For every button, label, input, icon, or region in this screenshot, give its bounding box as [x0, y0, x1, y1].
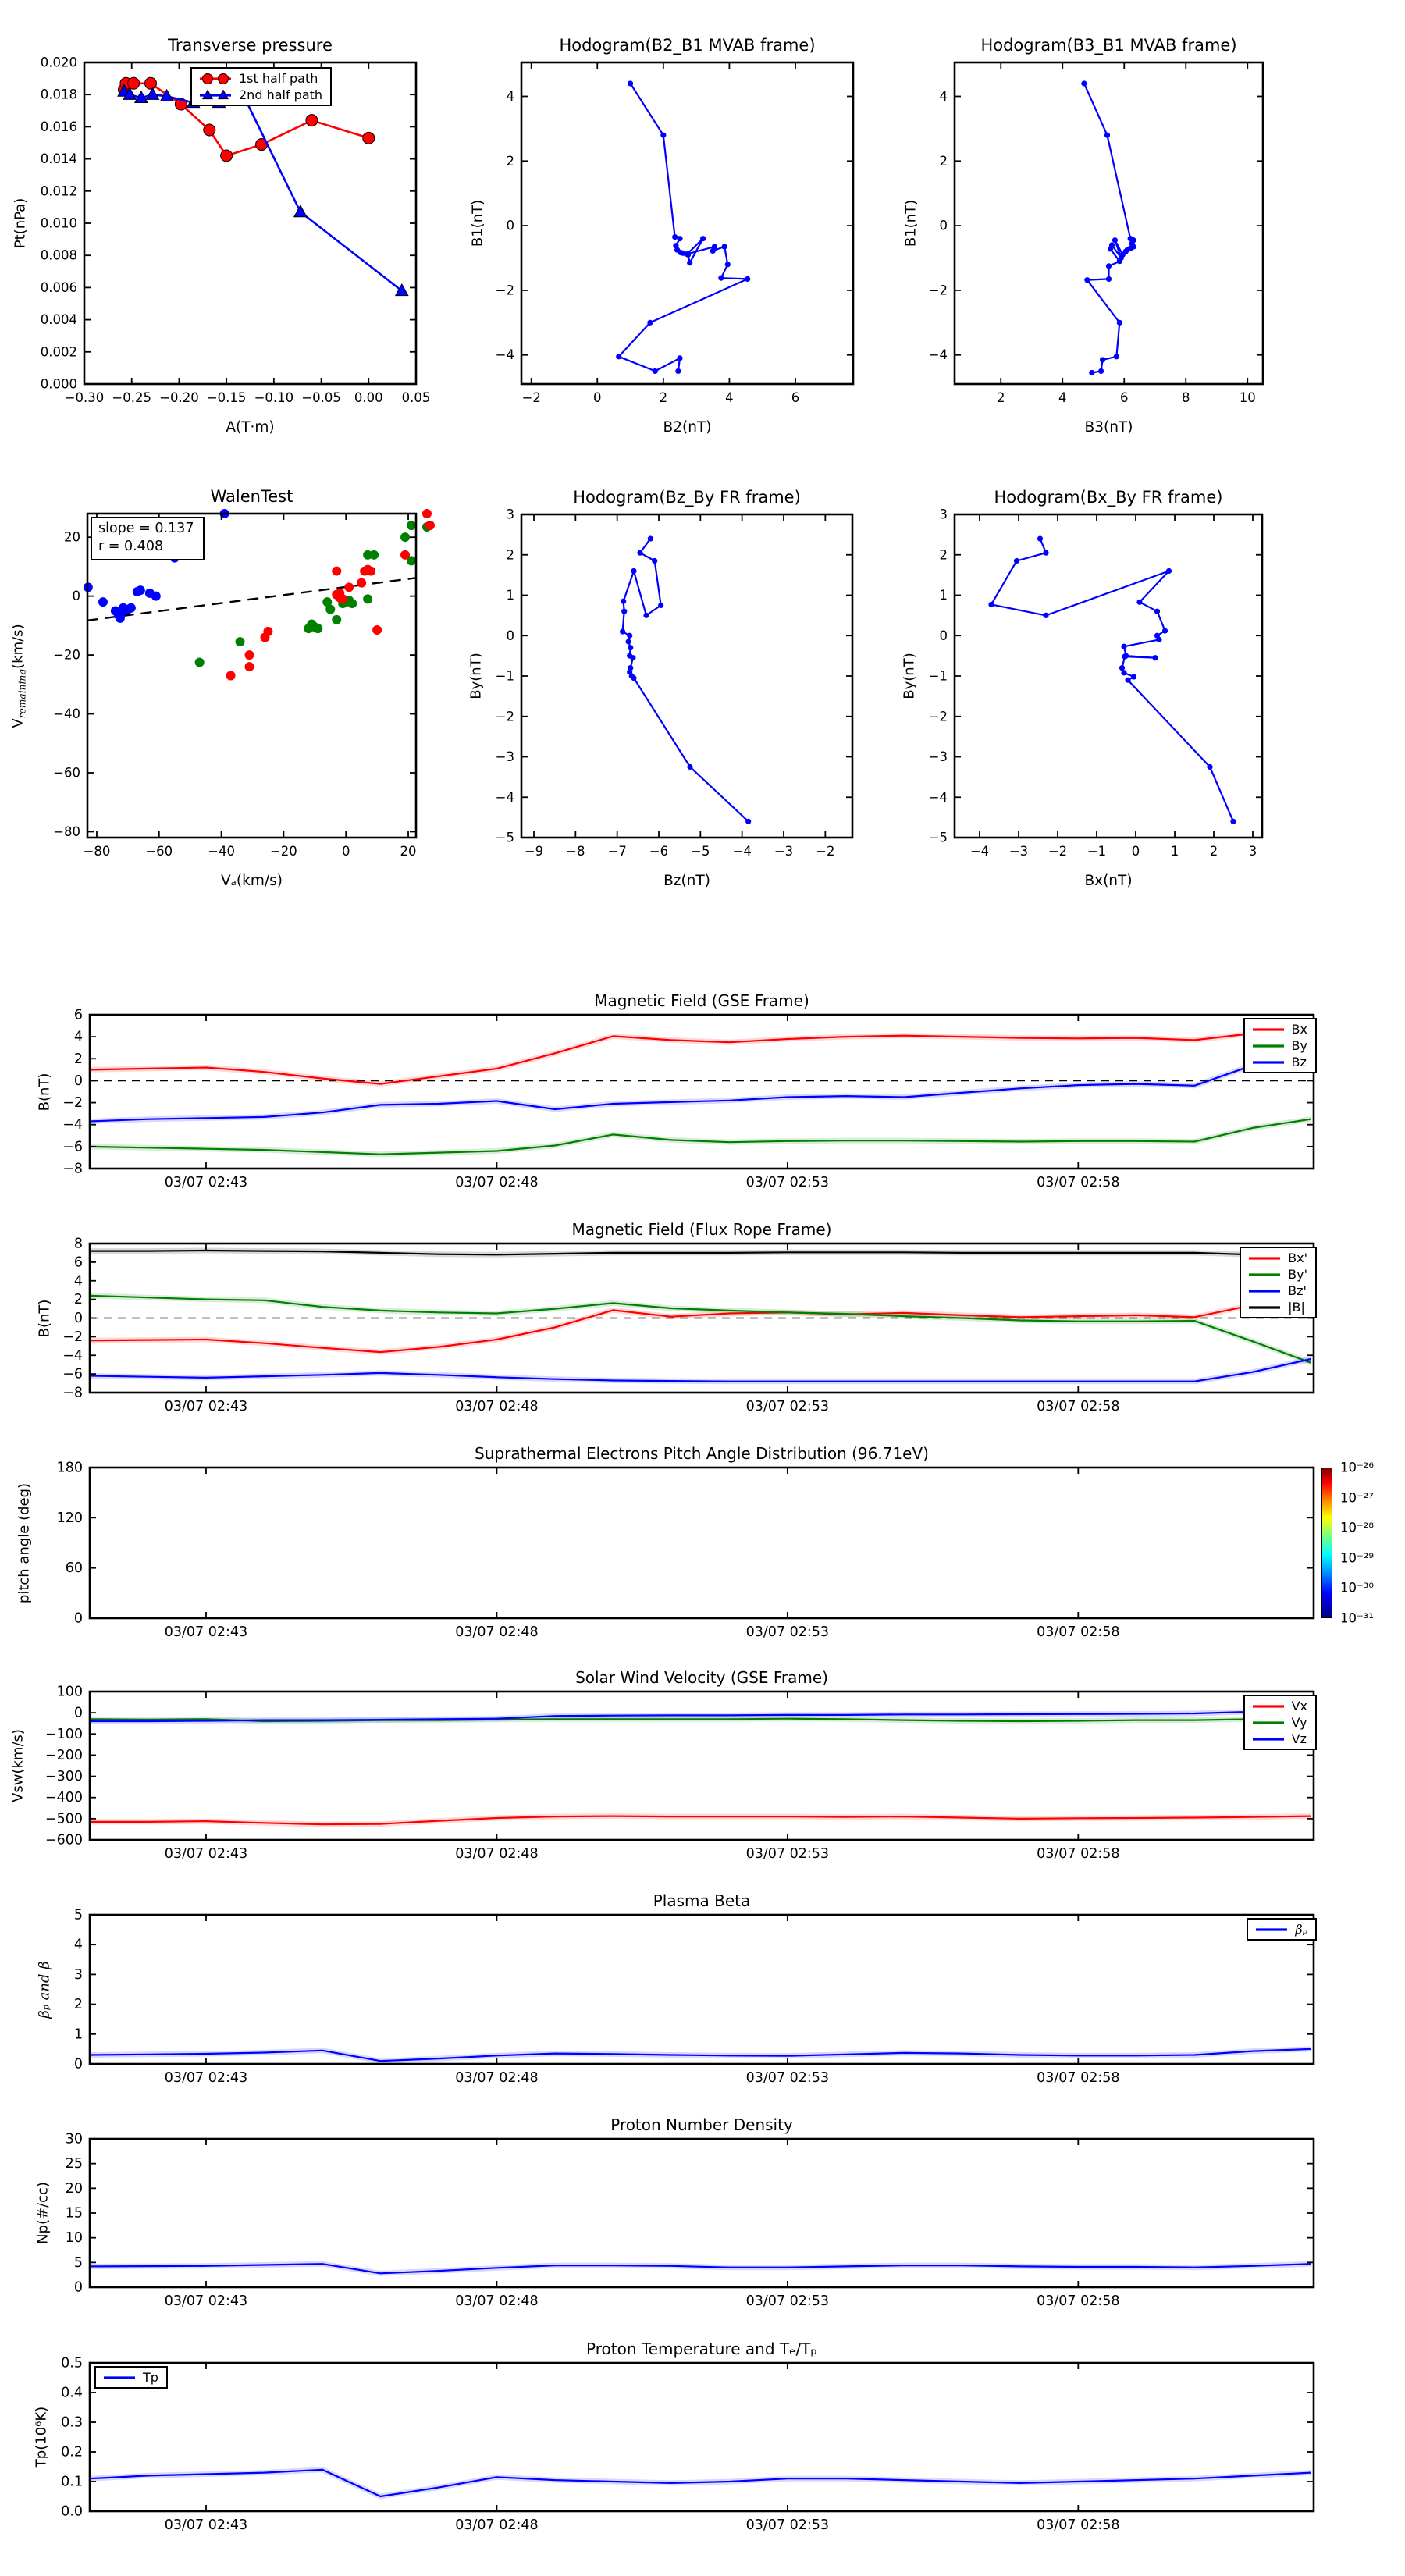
svg-text:4: 4: [939, 88, 948, 104]
svg-text:03/07 02:43: 03/07 02:43: [164, 2517, 248, 2533]
hodogram-bxby-panel: [901, 488, 1262, 889]
svg-text:−2: −2: [62, 1095, 83, 1112]
legend-entry: [198, 87, 322, 102]
svg-text:0: 0: [341, 844, 350, 859]
y-axis-label: B(nT): [36, 1299, 53, 1337]
svg-text:03/07 02:53: 03/07 02:53: [745, 1846, 830, 1862]
svg-text:0.014: 0.014: [40, 151, 77, 167]
y-axis-label: B(nT): [36, 1073, 53, 1111]
svg-text:0.1: 0.1: [61, 2474, 83, 2490]
svg-text:−20: −20: [269, 844, 297, 859]
svg-text:0.5: 0.5: [61, 2355, 83, 2371]
svg-text:−2: −2: [928, 709, 948, 724]
svg-text:−40: −40: [208, 844, 236, 859]
svg-text:4: 4: [73, 1937, 83, 1953]
x-axis-label: Bx(nT): [1084, 873, 1133, 889]
x-axis-label: Bz(nT): [663, 873, 710, 889]
plasma-beta-panel: [36, 1891, 1314, 2086]
svg-text:1: 1: [939, 588, 948, 603]
svg-text:2: 2: [1209, 844, 1218, 859]
pitch-angle-distribution-panel: [16, 1444, 1374, 1640]
annotation-line: slope = 0.137: [98, 521, 194, 536]
legend-entry: [1251, 1022, 1307, 1037]
legend-label: Bz': [1288, 1283, 1307, 1298]
panel-title: Magnetic Field (GSE Frame): [594, 991, 809, 1010]
svg-text:03/07 02:48: 03/07 02:48: [455, 1624, 539, 1640]
hodogram-b3b1-panel: [902, 36, 1263, 436]
y-axis-label: βₚ and β: [36, 1960, 53, 2019]
svg-text:0.05: 0.05: [401, 390, 431, 405]
svg-text:0: 0: [73, 2279, 83, 2296]
svg-text:−2: −2: [521, 390, 541, 405]
svg-text:−5: −5: [495, 830, 514, 845]
panel-title: Plasma Beta: [653, 1891, 751, 1910]
solar-wind-velocity-panel: [9, 1668, 1314, 1862]
svg-text:0.00: 0.00: [354, 390, 383, 405]
svg-text:03/07 02:43: 03/07 02:43: [164, 1399, 248, 1414]
legend-label: Vy: [1291, 1715, 1307, 1730]
panel-title: Transverse pressure: [168, 36, 333, 55]
svg-text:0: 0: [506, 218, 514, 233]
legend-label: By': [1288, 1267, 1307, 1282]
svg-text:03/07 02:48: 03/07 02:48: [455, 1175, 539, 1190]
svg-text:−6: −6: [62, 1366, 83, 1382]
svg-text:−60: −60: [53, 765, 80, 781]
panel-title: Proton Temperature and Tₑ/Tₚ: [586, 2339, 817, 2358]
plot-area: [40, 55, 431, 405]
legend-label: By: [1291, 1038, 1307, 1053]
svg-text:−6: −6: [62, 1139, 83, 1155]
svg-text:0.010: 0.010: [40, 215, 77, 231]
y-axis-label: B1(nT): [469, 199, 486, 247]
legend-entry: [1247, 1251, 1307, 1265]
legend-label: |B|: [1288, 1300, 1305, 1315]
magnetic-field-flux-rope-panel: [36, 1220, 1314, 1414]
svg-text:−8: −8: [566, 844, 585, 859]
svg-text:4: 4: [725, 390, 734, 405]
legend-label: Bx': [1288, 1251, 1307, 1265]
svg-text:−2: −2: [62, 1329, 83, 1345]
svg-text:−0.05: −0.05: [301, 390, 341, 405]
y-axis-label: Tp(10⁶K): [33, 2406, 50, 2468]
colorbar-label: 10⁻³¹: [1340, 1610, 1374, 1626]
legend: [1243, 1018, 1317, 1073]
svg-text:−0.10: −0.10: [254, 390, 294, 405]
plot-area: [44, 1684, 1314, 1862]
svg-text:−3: −3: [928, 749, 948, 764]
legend: [1243, 1695, 1317, 1750]
svg-text:0: 0: [73, 1073, 83, 1089]
svg-text:03/07 02:53: 03/07 02:53: [745, 1624, 830, 1640]
hodogram-b2b1-panel: [469, 36, 853, 436]
x-axis-label: Vₐ(km/s): [221, 873, 283, 889]
panel-title: Hodogram(Bx_By FR frame): [994, 488, 1223, 507]
legend-entry: [1251, 1731, 1307, 1746]
svg-text:−0.30: −0.30: [64, 390, 105, 405]
plot-area: [62, 1236, 1314, 1414]
svg-text:0.004: 0.004: [40, 312, 77, 328]
legend-entry: [1247, 1283, 1307, 1298]
y-axis-label: By(nT): [468, 653, 485, 699]
svg-text:25: 25: [65, 2156, 83, 2172]
svg-text:0: 0: [939, 218, 948, 233]
svg-text:8: 8: [73, 1236, 83, 1252]
legend-label: 2nd half path: [239, 87, 323, 102]
svg-text:100: 100: [56, 1684, 83, 1700]
plot-area: [495, 62, 853, 405]
svg-text:2: 2: [506, 547, 514, 563]
legend-entry: [1254, 1922, 1307, 1937]
svg-text:0.008: 0.008: [40, 247, 77, 263]
svg-text:−2: −2: [495, 709, 514, 724]
legend-entry: [1251, 1055, 1307, 1069]
svg-text:120: 120: [56, 1510, 83, 1526]
plot-area: [73, 1907, 1314, 2086]
svg-text:−200: −200: [44, 1747, 83, 1763]
plot-area: [495, 507, 852, 859]
colorbar: [1321, 1468, 1332, 1618]
svg-text:−4: −4: [928, 347, 948, 363]
svg-text:0.020: 0.020: [40, 55, 77, 70]
svg-text:−300: −300: [44, 1769, 83, 1785]
svg-text:03/07 02:58: 03/07 02:58: [1037, 1624, 1120, 1640]
y-axis-label: Pt(nPa): [12, 197, 29, 249]
svg-text:−400: −400: [44, 1790, 83, 1806]
svg-text:0: 0: [506, 628, 514, 643]
svg-text:0: 0: [593, 390, 602, 405]
svg-text:03/07 02:43: 03/07 02:43: [164, 1624, 248, 1640]
svg-text:4: 4: [73, 1029, 83, 1045]
svg-text:−2: −2: [816, 844, 835, 859]
svg-text:5: 5: [73, 1907, 83, 1923]
svg-text:0.000: 0.000: [40, 376, 77, 392]
plot-area: [928, 507, 1262, 859]
y-axis-label: pitch angle (deg): [16, 1482, 33, 1603]
legend-entry: [1247, 1267, 1307, 1282]
colorbar-label: 10⁻²⁶: [1340, 1460, 1374, 1475]
y-axis-label: Np(#/cc): [34, 2182, 52, 2244]
legend-label: Tp: [143, 2370, 158, 2385]
svg-text:−0.25: −0.25: [112, 390, 152, 405]
legend-label: Vz: [1291, 1731, 1307, 1746]
x-axis-label: A(T·m): [226, 419, 275, 436]
svg-text:03/07 02:53: 03/07 02:53: [745, 1399, 830, 1414]
legend-entry: [102, 2370, 158, 2385]
svg-text:20: 20: [65, 2180, 83, 2197]
svg-text:03/07 02:58: 03/07 02:58: [1037, 2070, 1120, 2086]
legend: [94, 2366, 168, 2389]
legend-entry: [1251, 1715, 1307, 1730]
legend-label: Bz: [1291, 1055, 1307, 1069]
plot-area: [65, 2131, 1314, 2309]
walen-test-panel: [9, 487, 417, 889]
svg-text:0: 0: [73, 2056, 83, 2073]
legend: [1240, 1247, 1317, 1318]
svg-text:03/07 02:43: 03/07 02:43: [164, 1846, 248, 1862]
svg-text:0: 0: [939, 628, 948, 643]
colorbar-label: 10⁻²⁷: [1340, 1490, 1374, 1506]
svg-text:−0.20: −0.20: [159, 390, 199, 405]
svg-text:−8: −8: [62, 1385, 83, 1401]
panel-title: Suprathermal Electrons Pitch Angle Distribution (96.71eV): [475, 1444, 929, 1463]
magnetic-field-gse-panel: [36, 991, 1314, 1190]
svg-text:0.018: 0.018: [40, 87, 77, 102]
svg-text:−80: −80: [83, 844, 111, 859]
svg-text:0: 0: [73, 1311, 83, 1326]
annotation-box: [91, 517, 205, 560]
legend-entry: [1251, 1038, 1307, 1053]
svg-text:−5: −5: [928, 830, 948, 845]
svg-text:03/07 02:53: 03/07 02:53: [745, 2070, 830, 2086]
panel-title: Magnetic Field (Flux Rope Frame): [571, 1220, 832, 1239]
legend-entry: [1251, 1699, 1307, 1713]
svg-text:2: 2: [659, 390, 668, 405]
legend-label: 1st half path: [239, 71, 318, 86]
svg-text:03/07 02:58: 03/07 02:58: [1037, 2293, 1120, 2309]
svg-text:0.016: 0.016: [40, 119, 77, 134]
colorbar-label: 10⁻²⁸: [1340, 1520, 1374, 1535]
svg-text:0.006: 0.006: [40, 279, 77, 295]
svg-text:2: 2: [939, 547, 948, 563]
colorbar-label: 10⁻²⁹: [1340, 1550, 1374, 1566]
svg-text:−4: −4: [732, 844, 752, 859]
svg-text:−0.15: −0.15: [206, 390, 247, 405]
svg-text:−1: −1: [495, 668, 514, 684]
x-axis-label: B2(nT): [663, 419, 712, 436]
plot-area: [62, 1007, 1314, 1190]
svg-text:−80: −80: [53, 824, 80, 839]
svg-text:−60: −60: [145, 844, 173, 859]
svg-text:−600: −600: [44, 1832, 83, 1848]
svg-text:03/07 02:58: 03/07 02:58: [1037, 1846, 1120, 1862]
svg-text:2: 2: [506, 153, 514, 169]
svg-text:03/07 02:58: 03/07 02:58: [1037, 2517, 1120, 2533]
svg-text:−4: −4: [62, 1347, 83, 1364]
svg-text:−2: −2: [495, 283, 514, 298]
plot-area: [53, 514, 417, 859]
svg-text:03/07 02:58: 03/07 02:58: [1037, 1399, 1120, 1414]
legend-label: Bx: [1291, 1022, 1307, 1037]
svg-text:180: 180: [56, 1460, 83, 1476]
svg-text:−8: −8: [62, 1161, 83, 1177]
svg-text:0.0: 0.0: [61, 2503, 83, 2520]
annotation-line: r = 0.408: [98, 538, 164, 554]
svg-text:2: 2: [73, 1997, 83, 2013]
svg-text:03/07 02:43: 03/07 02:43: [164, 1175, 248, 1190]
svg-text:−1: −1: [928, 668, 948, 684]
svg-text:0.3: 0.3: [61, 2414, 83, 2431]
transverse-pressure-panel: [12, 36, 431, 436]
svg-text:2: 2: [939, 153, 948, 169]
svg-text:6: 6: [1120, 390, 1129, 405]
svg-text:0: 0: [73, 1705, 83, 1721]
colorbar-label: 10⁻³⁰: [1340, 1580, 1374, 1596]
svg-text:−5: −5: [691, 844, 710, 859]
svg-text:4: 4: [73, 1273, 83, 1290]
svg-text:−4: −4: [495, 789, 514, 805]
svg-text:−20: −20: [53, 647, 80, 663]
svg-text:03/07 02:48: 03/07 02:48: [455, 2293, 539, 2309]
svg-text:1: 1: [506, 588, 514, 603]
panel-title: Hodogram(Bz_By FR frame): [573, 488, 801, 507]
svg-text:03/07 02:58: 03/07 02:58: [1037, 1175, 1120, 1190]
svg-text:0.012: 0.012: [40, 183, 77, 199]
svg-text:−100: −100: [44, 1726, 83, 1742]
legend-label: βₚ: [1295, 1922, 1307, 1937]
svg-text:03/07 02:48: 03/07 02:48: [455, 1399, 539, 1414]
panel-title: Hodogram(B3_B1 MVAB frame): [980, 36, 1237, 55]
svg-text:03/07 02:53: 03/07 02:53: [745, 2293, 830, 2309]
svg-text:0: 0: [1131, 844, 1140, 859]
svg-text:−3: −3: [495, 749, 514, 764]
svg-text:−4: −4: [495, 347, 514, 363]
svg-text:1: 1: [1170, 844, 1179, 859]
svg-text:10: 10: [65, 2230, 83, 2247]
svg-text:0: 0: [73, 1610, 83, 1627]
svg-text:03/07 02:48: 03/07 02:48: [455, 2517, 539, 2533]
svg-text:−1: −1: [1087, 844, 1107, 859]
svg-text:2: 2: [73, 1292, 83, 1308]
svg-text:03/07 02:48: 03/07 02:48: [455, 2070, 539, 2086]
svg-text:03/07 02:48: 03/07 02:48: [455, 1846, 539, 1862]
y-axis-label: By(nT): [901, 653, 918, 699]
svg-text:15: 15: [65, 2205, 83, 2222]
svg-text:1: 1: [73, 2026, 83, 2043]
svg-text:−7: −7: [607, 844, 627, 859]
svg-text:03/07 02:53: 03/07 02:53: [745, 1175, 830, 1190]
svg-text:4: 4: [1058, 390, 1067, 405]
svg-text:−4: −4: [62, 1117, 83, 1133]
svg-text:3: 3: [506, 507, 514, 522]
panel-title: Proton Number Density: [610, 2115, 793, 2134]
svg-text:−4: −4: [928, 789, 948, 805]
proton-temperature-panel: [33, 2339, 1314, 2533]
svg-text:−40: −40: [53, 706, 80, 722]
svg-text:60: 60: [65, 1560, 83, 1577]
svg-text:3: 3: [73, 1966, 83, 1983]
svg-text:0.4: 0.4: [61, 2385, 83, 2401]
svg-text:30: 30: [65, 2131, 83, 2147]
svg-text:10: 10: [1239, 390, 1256, 405]
svg-text:6: 6: [791, 390, 800, 405]
hodogram-bzby-panel: [468, 488, 852, 889]
svg-text:20: 20: [400, 844, 417, 859]
svg-text:2: 2: [73, 1051, 83, 1067]
svg-text:5: 5: [73, 2254, 83, 2271]
svg-text:20: 20: [64, 529, 80, 545]
panel-title: Hodogram(B2_B1 MVAB frame): [559, 36, 816, 55]
y-axis-label: $V_{remaining}(km/s)$: [9, 623, 28, 728]
svg-text:−500: −500: [44, 1811, 83, 1827]
svg-text:8: 8: [1182, 390, 1190, 405]
legend-label: Vx: [1291, 1699, 1307, 1713]
panel-title: Solar Wind Velocity (GSE Frame): [575, 1668, 828, 1687]
plot-area: [928, 62, 1263, 405]
svg-text:3: 3: [939, 507, 948, 522]
svg-text:0.2: 0.2: [61, 2444, 83, 2460]
svg-text:03/07 02:53: 03/07 02:53: [745, 2517, 830, 2533]
y-axis-label: B1(nT): [902, 199, 919, 247]
y-axis-label: Vsw(km/s): [9, 1729, 27, 1802]
svg-text:03/07 02:43: 03/07 02:43: [164, 2293, 248, 2309]
svg-text:0: 0: [72, 589, 80, 604]
svg-text:2: 2: [997, 390, 1005, 405]
svg-text:6: 6: [73, 1254, 83, 1271]
legend: [1247, 1918, 1317, 1941]
svg-text:−2: −2: [928, 283, 948, 298]
legend-entry: [1247, 1300, 1307, 1315]
svg-text:−3: −3: [1008, 844, 1029, 859]
svg-text:3: 3: [1248, 844, 1257, 859]
svg-text:−3: −3: [774, 844, 794, 859]
svg-text:0.002: 0.002: [40, 344, 77, 360]
plot-area: [61, 2355, 1314, 2533]
panel-title: WalenTest: [210, 487, 293, 506]
proton-number-density-panel: [34, 2115, 1314, 2309]
svg-text:4: 4: [506, 88, 514, 104]
plot-area: [56, 1460, 1314, 1640]
svg-text:−9: −9: [524, 844, 544, 859]
svg-text:−6: −6: [649, 844, 669, 859]
svg-text:−2: −2: [1048, 844, 1068, 859]
svg-text:−4: −4: [969, 844, 990, 859]
svg-text:6: 6: [73, 1007, 83, 1023]
legend: [190, 67, 332, 106]
x-axis-label: B3(nT): [1084, 419, 1133, 436]
legend-entry: [198, 71, 322, 86]
svg-text:03/07 02:43: 03/07 02:43: [164, 2070, 248, 2086]
